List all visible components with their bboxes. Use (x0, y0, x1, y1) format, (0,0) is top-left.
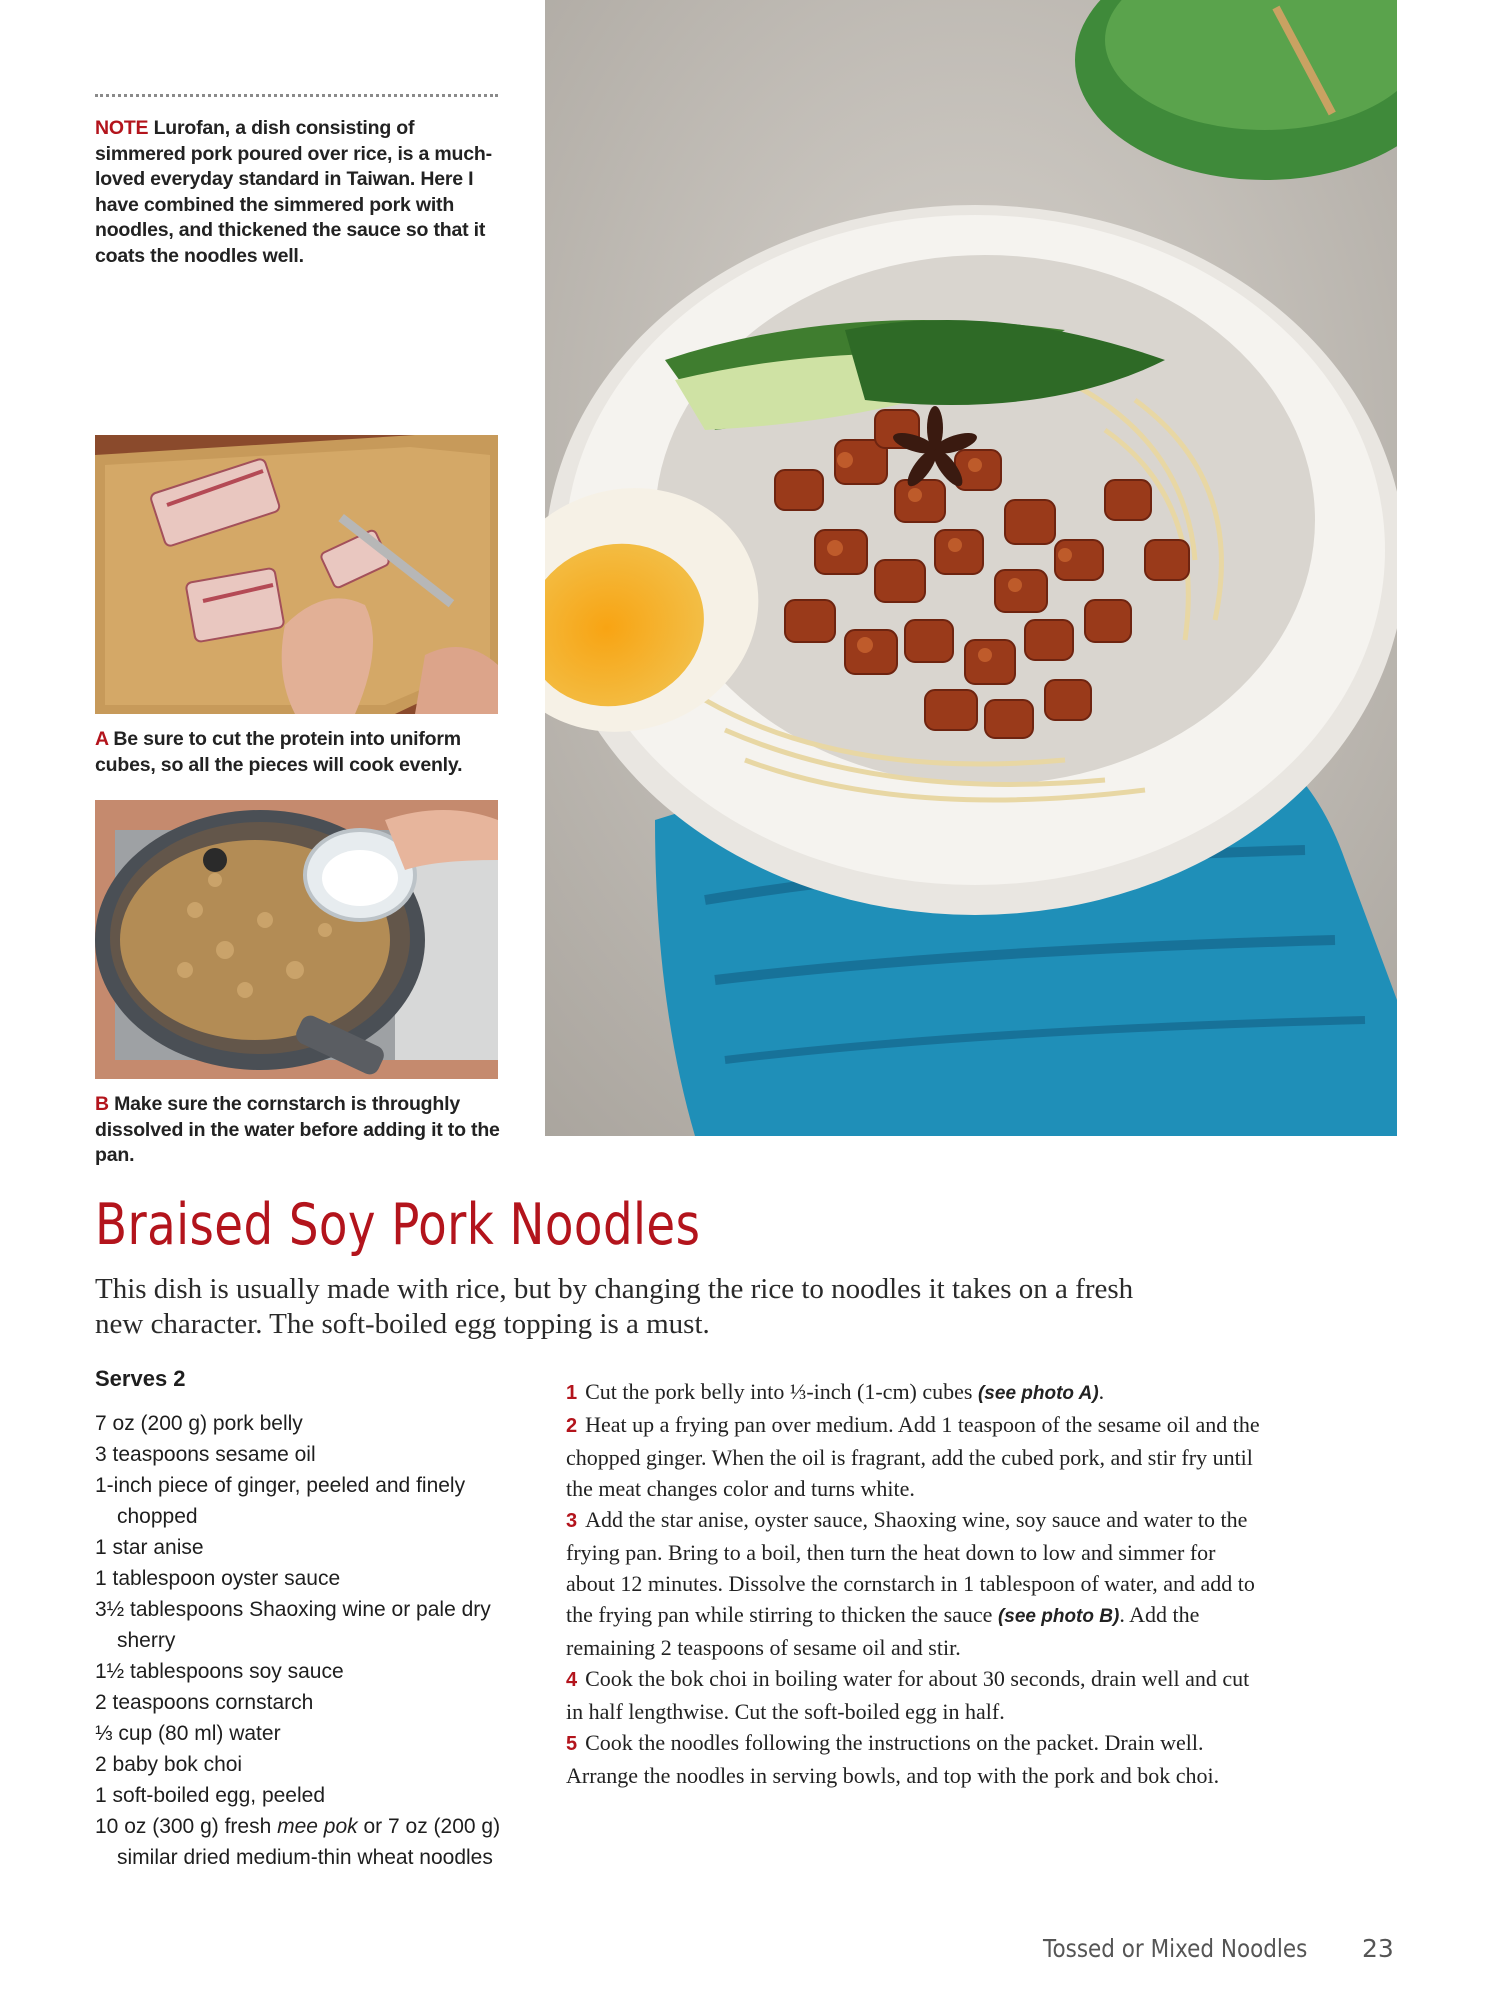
ingredient-item: ⅓ cup (80 ml) water (95, 1722, 281, 1745)
method-step (566, 1409, 1266, 1504)
photo-b-caption (95, 1092, 505, 1169)
noodles-name: mee pok (277, 1815, 358, 1838)
noodles-pre: 10 oz (300 g) fresh (95, 1815, 278, 1838)
ingredient-list (95, 1408, 545, 1873)
ingredient-item: 2 baby bok choi (95, 1753, 243, 1776)
ingredient-item-noodles (95, 1811, 545, 1873)
recipe-intro: This dish is usually made with rice, but by changing the rice to noodles it takes on a fresh new character. The soft-boiled egg topping is a must. (95, 1273, 1134, 1340)
note-text: Lurofan, a dish consisting of simmered pork poured over rice, is a much-loved everyday standard in Taiwan. Here I have combined the simmered pork with noodles, and thickened the sauce so that it coats the noodles well. (95, 117, 492, 267)
recipe-title: Braised Soy Pork Noodles (95, 1192, 701, 1258)
method-step (566, 1504, 1266, 1663)
hero-photo-braised-pork-noodles (545, 0, 1397, 1136)
ingredient-item: 1-inch piece of ginger, peeled and finely chopped (95, 1474, 466, 1528)
ingredient-item: 1 tablespoon oyster sauce (95, 1567, 341, 1590)
method-step (566, 1663, 1266, 1727)
ingredient-item: 3 teaspoons sesame oil (95, 1443, 316, 1466)
serves-label: Serves 2 (95, 1366, 186, 1391)
step-text: Heat up a frying pan over medium. Add 1 teaspoon of the sesame oil and the chopped ginger. When the oil is fragrant, add the cubed pork, and stir fry until the meat changes color and turns white. (566, 1412, 1260, 1501)
photo-a-caption (95, 727, 505, 778)
photo-a-caption-text: Be sure to cut the protein into uniform cubes, so all the pieces will cook evenly. (95, 728, 463, 776)
step-number: 5 (566, 1733, 578, 1755)
method-step (566, 1727, 1266, 1791)
ingredient-item: 1 soft-boiled egg, peeled (95, 1784, 326, 1807)
step-number: 2 (566, 1415, 578, 1437)
ingredient-item: 1½ tablespoons soy sauce (95, 1660, 344, 1683)
ingredient-item: 1 star anise (95, 1536, 204, 1559)
page-number: 23 (1362, 1934, 1394, 1963)
method-step (566, 1376, 1266, 1409)
photo-b-pan-cornstarch (95, 800, 498, 1079)
ingredient-item: 7 oz (200 g) pork belly (95, 1412, 303, 1435)
step-number: 4 (566, 1669, 578, 1691)
step-text-after: . (1098, 1379, 1105, 1404)
photo-a-cutting-pork (95, 435, 498, 714)
note-label: NOTE (95, 117, 149, 139)
photo-b-letter: B (95, 1093, 109, 1115)
photo-a-letter: A (95, 728, 109, 750)
photo-b-caption-text: Make sure the cornstarch is throughly dissolved in the water before adding it to the pan. (95, 1093, 500, 1166)
step-number: 1 (566, 1382, 578, 1404)
ingredient-item: 3½ tablespoons Shaoxing wine or pale dry sherry (95, 1598, 491, 1652)
noodles-post: or 7 oz (200 g) similar dried medium-thin wheat noodles (117, 1815, 501, 1869)
step-text-after: . Add the remaining 2 teaspoons of sesame oil and stir. (566, 1602, 1200, 1660)
note-block (95, 116, 495, 269)
step-number: 3 (566, 1510, 578, 1532)
ingredient-item: 2 teaspoons cornstarch (95, 1691, 314, 1714)
step-text: Cook the noodles following the instructions on the packet. Drain well. Arrange the noodles in serving bowls, and top with the pork and bok choi. (566, 1730, 1220, 1788)
step-photo-ref: (see photo B) (997, 1606, 1120, 1627)
step-text: Cut the pork belly into ⅓-inch (1-cm) cubes (585, 1379, 978, 1404)
step-text: Add the star anise, oyster sauce, Shaoxing wine, soy sauce and water to the frying pan. Bring to a boil, then turn the heat down to low and simmer for about 12 minutes. Dissolve the cornstarch in 1 tablespoon of water, and add to the frying pan while stirring to thicken the sauce (566, 1507, 1255, 1627)
method-steps (566, 1376, 1266, 1791)
step-text: Cook the bok choi in boiling water for about 30 seconds, drain well and cut in half lengthwise. Cut the soft-boiled egg in half. (566, 1666, 1250, 1724)
footer-section-title: Tossed or Mixed Noodles (1043, 1934, 1308, 1963)
note-divider (95, 94, 498, 97)
step-photo-ref: (see photo A) (977, 1383, 1099, 1404)
